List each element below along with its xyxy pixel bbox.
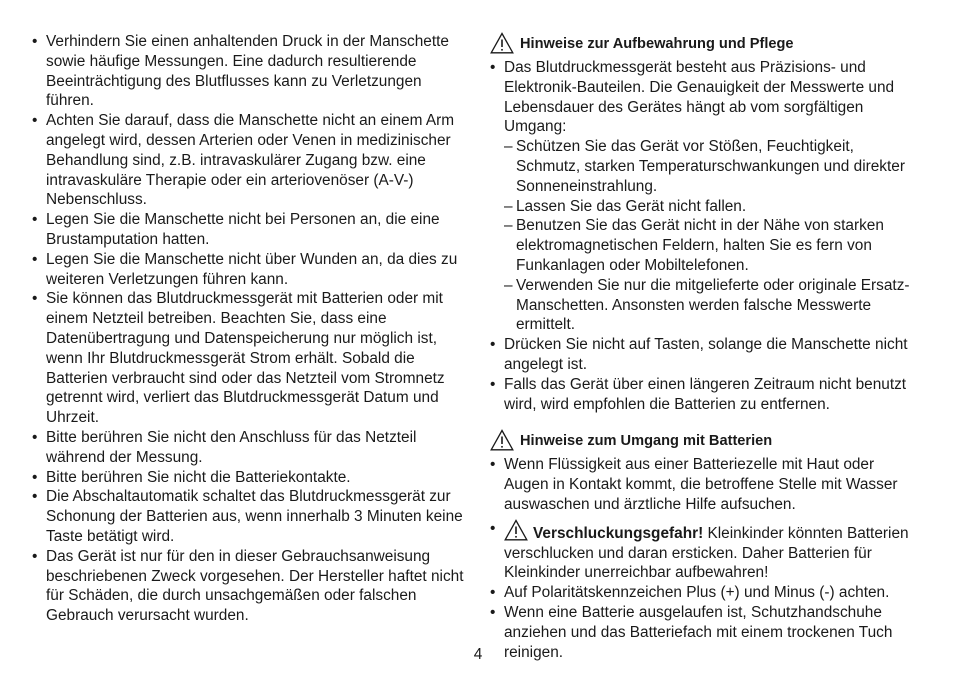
- dash-item: – Verwenden Sie nur die mitgelieferte oder originale Ersatz-Manschetten. Ansonsten werden falsche Messwerte ermittelt.: [490, 276, 922, 335]
- list-item: • Das Gerät ist nur für den in dieser Gebrauchsanweisung beschriebenen Zweck vorgesehen. Der Hersteller haftet nicht für Schäden, die durch unsachgemäßen oder falschen Gebrauch verursacht wurden.: [32, 547, 464, 626]
- care-heading-text: Hinweise zur Aufbewahrung und Pflege: [520, 36, 794, 52]
- list-item: • Wenn Flüssigkeit aus einer Batteriezelle mit Haut oder Augen in Kontakt kommt, die betroffene Stelle mit Wasser auswaschen und ärztliche Hilfe aufsuchen.: [490, 455, 922, 514]
- batteries-heading-text: Hinweise zum Umgang mit Batterien: [520, 433, 773, 450]
- list-item: • Verhindern Sie einen anhaltenden Druck in der Manschette sowie häufige Messungen. Eine dadurch resultierende Beeinträchtigung des Blutflusses kann zu Verletzungen führen.: [32, 32, 464, 111]
- dash-item: – Lassen Sie das Gerät nicht fallen.: [490, 197, 922, 217]
- care-heading: [490, 32, 922, 54]
- batteries-heading: [490, 429, 922, 451]
- list-item: [490, 519, 922, 583]
- left-column: [32, 32, 464, 626]
- warning-triangle-icon: [490, 429, 514, 451]
- dash-item: – Schützen Sie das Gerät vor Stößen, Feuchtigkeit, Schmutz, starken Temperaturschwankungen und direkter Sonneneinstrahlung.: [490, 137, 922, 196]
- warning-triangle-icon: [490, 32, 514, 54]
- list-item: • Bitte berühren Sie nicht den Anschluss für das Netzteil während der Messung.: [32, 428, 464, 468]
- list-item: • Auf Polaritätskennzeichen Plus (+) und Minus (-) achten.: [490, 583, 922, 603]
- list-item: • Die Abschaltautomatik schaltet das Blutdruckmessgerät zur Schonung der Batterien aus, wenn innerhalb 3 Minuten keine Taste betätigt wird.: [32, 487, 464, 546]
- list-item: • Falls das Gerät über einen längeren Zeitraum nicht benutzt wird, wird empfohlen die Batterien zu entfernen.: [490, 375, 922, 415]
- list-item: • Drücken Sie nicht auf Tasten, solange die Manschette nicht angelegt ist.: [490, 335, 922, 375]
- warning-triangle-icon: [504, 519, 528, 541]
- list-item: • Bitte berühren Sie nicht die Batteriekontakte.: [32, 468, 464, 488]
- choking-warning-label: Verschluckungsgefahr!: [533, 524, 704, 542]
- list-item: • Sie können das Blutdruckmessgerät mit Batterien oder mit einem Netzteil betreiben. Beachten Sie, dass eine Datenübertragung und Datenspeicherung nur möglich ist, wenn Ihr Blutdruckmessgerät Strom erhält. Sobald die Batterien verbraucht sind oder das Netzteil vom Stromnetz getrennt wird, verliert das Blutdruckmessgerät Datum und Uhrzeit.: [32, 289, 464, 428]
- right-column: [490, 32, 922, 662]
- page-number: 4: [473, 646, 483, 663]
- list-item: • Achten Sie darauf, dass die Manschette nicht an einem Arm angelegt wird, dessen Arterien oder Venen in medizinischer Behandlung sind, z.B. intravaskulärer Zugang bzw. eine intravaskuläre Therapie oder ein arteriovenöser (A-V-) Nebenschluss.: [32, 111, 464, 210]
- list-item: • Wenn eine Batterie ausgelaufen ist, Schutzhandschuhe anziehen und das Batteriefach mit einem trockenen Tuch reinigen.: [490, 603, 922, 662]
- list-item: • Legen Sie die Manschette nicht über Wunden an, da dies zu weiteren Verletzungen führen kann.: [32, 250, 464, 290]
- list-item: • Legen Sie die Manschette nicht bei Personen an, die eine Brustamputation hatten.: [32, 210, 464, 250]
- choking-warning-text: Kleinkinder könnten Batterien verschlucken und daran ersticken. Daher Batterien für Kleinkinder unerreichbar aufbewahren!: [504, 524, 909, 582]
- list-item: • Das Blutdruckmessgerät besteht aus Präzisions- und Elektronik-Bauteilen. Die Genauigkeit der Messwerte und Lebensdauer des Gerätes hängt ab vom sorgfältigen Umgang:: [490, 58, 922, 137]
- dash-item: – Benutzen Sie das Gerät nicht in der Nähe von starken elektromagnetischen Feldern, halten Sie es fern von Funkanlagen oder Mobiltelefonen.: [490, 216, 922, 275]
